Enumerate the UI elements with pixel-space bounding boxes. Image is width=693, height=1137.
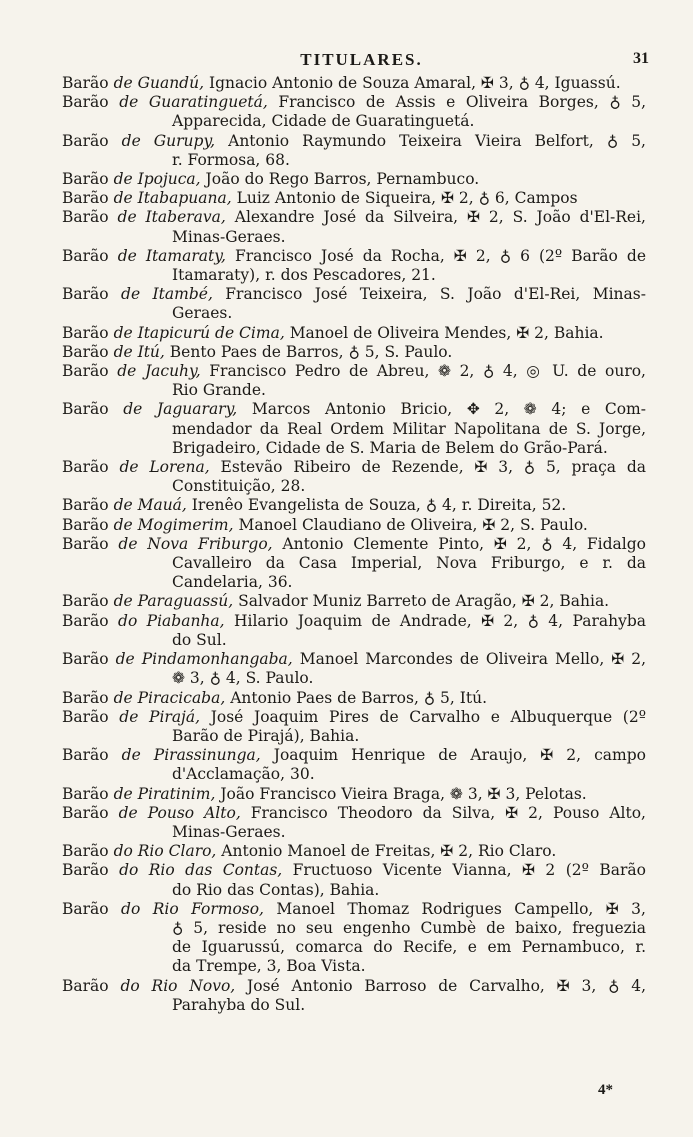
- entry-first-line: [62, 74, 646, 93]
- entry-title: Barão: [62, 688, 109, 707]
- entry-title: Barão: [62, 131, 109, 150]
- entry-first-line: [62, 650, 646, 669]
- title-entry: [62, 343, 646, 362]
- entry-continuation-line: Minas-Geraes.: [172, 227, 286, 246]
- entry-text: Luiz Antonio de Siqueira, ✠ 2, ♁ 6, Campos: [236, 189, 578, 208]
- title-entry: [62, 861, 646, 899]
- entry-continuation-line: mendador da Real Ordem Militar Napolitana de S. Jorge,: [172, 419, 646, 438]
- entry-first-line: [62, 93, 646, 112]
- entry-text: Manoel de Oliveira Mendes, ✠ 2, Bahia.: [289, 323, 604, 342]
- entry-continuation-line: r. Formosa, 68.: [172, 150, 290, 169]
- entry-place: de Paraguassú,: [113, 592, 234, 611]
- entry-place: de Itapicurú de Cima,: [113, 323, 285, 342]
- entry-text: José Joaquim Pires de Carvalho e Albuquerque (2º: [210, 707, 646, 726]
- title-entry: [62, 592, 646, 611]
- entry-title: Barão: [62, 362, 109, 381]
- entry-place: de Lorena,: [119, 458, 210, 477]
- entry-place: do Rio Novo,: [120, 976, 236, 995]
- entry-title: Barão: [62, 323, 109, 342]
- entry-title: Barão: [62, 842, 109, 861]
- title-entry: [62, 900, 646, 977]
- entry-text: Irenêo Evangelista de Souza, ♁ 4, r. Direita, 52.: [191, 496, 567, 515]
- entry-place: do Rio Claro,: [113, 842, 217, 861]
- entry-text: Manoel Marcondes de Oliveira Mello, ✠ 2,: [299, 650, 646, 669]
- entry-continuation-line: Itamaraty), r. dos Pescadores, 21.: [172, 266, 436, 285]
- entry-continuation-line: do Sul.: [172, 630, 227, 649]
- entry-place: de Jacuhy,: [117, 362, 201, 381]
- entry-continuation-line: Geraes.: [172, 304, 233, 323]
- title-entry: [62, 708, 646, 746]
- entry-title: Barão: [62, 496, 109, 515]
- entry-continuation-line: ❁ 3, ♁ 4, S. Paulo.: [172, 669, 314, 688]
- entry-text: Antonio Manoel de Freitas, ✠ 2, Rio Claro.: [221, 842, 557, 861]
- entry-text: Ignacio Antonio de Souza Amaral, ✠ 3, ♁ 4, Iguassú.: [208, 74, 621, 92]
- entry-first-line: [62, 189, 646, 208]
- title-entry: [62, 400, 646, 458]
- entry-continuation-line: Minas-Geraes.: [172, 822, 286, 841]
- entry-continuation-line: ♁ 5, reside no seu engenho Cumbè de baixo, freguezia: [172, 918, 646, 937]
- entry-continuation-line: do Rio das Contas), Bahia.: [172, 880, 380, 899]
- entry-text: Estevão Ribeiro de Rezende, ✠ 3, ♁ 5, praça da: [220, 458, 646, 477]
- entry-text: Francisco José Teixeira, S. João d'El-Rei, Minas-: [225, 285, 646, 304]
- entry-text: Antonio Clemente Pinto, ✠ 2, ♁ 4, Fidalgo: [282, 534, 646, 553]
- entry-first-line: [62, 785, 646, 804]
- entry-place: de Itamaraty,: [117, 246, 226, 265]
- entry-title: Barão: [62, 650, 109, 669]
- title-entry: [62, 977, 646, 1015]
- title-entry: [62, 362, 646, 400]
- entry-first-line: [62, 842, 646, 861]
- entry-text: Fructuoso Vicente Vianna, ✠ 2 (2º Barão: [292, 861, 646, 880]
- entry-continuation-line: de Iguarussú, comarca do Recife, e em Pernambuco, r.: [172, 938, 646, 957]
- entry-title: Barão: [62, 208, 109, 227]
- title-entry: [62, 496, 646, 515]
- entry-continuation-line: Parahyba do Sul.: [172, 995, 306, 1014]
- title-entry: [62, 689, 646, 708]
- entry-place: de Ipojuca,: [113, 170, 201, 189]
- title-entry: [62, 535, 646, 593]
- entry-first-line: [62, 592, 646, 611]
- entry-title: Barão: [62, 899, 109, 918]
- entry-continuation-line: da Trempe, 3, Boa Vista.: [172, 957, 366, 976]
- entry-text: Salvador Muniz Barreto de Aragão, ✠ 2, Bahia.: [238, 592, 610, 611]
- entry-first-line: [62, 708, 646, 727]
- entry-first-line: [62, 343, 646, 362]
- entry-title: Barão: [62, 285, 109, 304]
- entry-first-line: [62, 208, 646, 227]
- entry-place: de Piratinim,: [113, 784, 216, 803]
- entry-text: Francisco Theodoro da Silva, ✠ 2, Pouso Alto,: [250, 803, 646, 822]
- entry-continuation-line: Apparecida, Cidade de Guaratinguetá.: [172, 112, 475, 131]
- title-entry: [62, 189, 646, 208]
- entry-place: de Piracicaba,: [113, 688, 226, 707]
- title-entry: [62, 324, 646, 343]
- page-title: TITULARES.: [300, 50, 423, 69]
- entry-first-line: [62, 458, 646, 477]
- entry-continuation-line: Barão de Pirajá), Bahia.: [172, 726, 360, 745]
- entry-first-line: [62, 285, 646, 304]
- entry-first-line: [62, 324, 646, 343]
- entry-first-line: [62, 689, 646, 708]
- title-entry: [62, 208, 646, 246]
- title-entry: [62, 458, 646, 496]
- entry-title: Barão: [62, 803, 109, 822]
- entry-title: Barão: [62, 246, 109, 265]
- entry-place: de Itabapuana,: [113, 189, 232, 208]
- entry-title: Barão: [62, 515, 109, 534]
- entry-list: [62, 74, 646, 1015]
- entry-title: Barão: [62, 93, 109, 112]
- title-entry: [62, 650, 646, 688]
- entry-title: Barão: [62, 170, 109, 189]
- entry-first-line: [62, 247, 646, 266]
- title-entry: [62, 612, 646, 650]
- entry-text: Francisco Pedro de Abreu, ❁ 2, ♁ 4, ◎ U. de ouro,: [209, 362, 646, 381]
- entry-text: Marcos Antonio Bricio, ✥ 2, ❁ 4; e Com-: [251, 400, 646, 419]
- entry-text: Francisco José da Rocha, ✠ 2, ♁ 6 (2º Barão de: [234, 246, 646, 265]
- entry-text: Manoel Thomaz Rodrigues Campello, ✠ 3,: [276, 899, 646, 918]
- entry-place: de Nova Friburgo,: [118, 534, 273, 553]
- entry-title: Barão: [62, 746, 109, 765]
- entry-place: de Mauá,: [113, 496, 187, 515]
- entry-continuation-line: d'Acclamação, 30.: [172, 765, 315, 784]
- entry-continuation-line: Rio Grande.: [172, 381, 266, 400]
- entry-place: de Gurupy,: [121, 131, 216, 150]
- entry-title: Barão: [62, 458, 109, 477]
- title-entry: [62, 804, 646, 842]
- entry-title: Barão: [62, 611, 109, 630]
- entry-text: Francisco de Assis e Oliveira Borges, ♁ 5,: [278, 93, 646, 112]
- entry-first-line: [62, 977, 646, 996]
- page-header: [70, 50, 653, 74]
- entry-text: João Francisco Vieira Braga, ❁ 3, ✠ 3, Pelotas.: [220, 784, 587, 803]
- entry-title: Barão: [62, 189, 109, 208]
- entry-place: de Pirassinunga,: [121, 746, 261, 765]
- entry-text: João do Rego Barros, Pernambuco.: [205, 170, 480, 189]
- entry-place: de Pindamonhangaba,: [115, 650, 293, 669]
- title-entry: [62, 132, 646, 170]
- title-entry: [62, 746, 646, 784]
- entry-place: de Guandú,: [113, 74, 205, 92]
- entry-place: de Pouso Alto,: [118, 803, 241, 822]
- entry-text: Bento Paes de Barros, ♁ 5, S. Paulo.: [169, 342, 453, 361]
- entry-first-line: [62, 516, 646, 535]
- page-number: 31: [633, 50, 649, 67]
- entry-text: Joaquim Henrique de Araujo, ✠ 2, campo: [273, 746, 646, 765]
- entry-text: Manoel Claudiano de Oliveira, ✠ 2, S. Paulo.: [238, 515, 588, 534]
- entry-title: Barão: [62, 74, 109, 92]
- entry-continuation-line: Brigadeiro, Cidade de S. Maria de Belem do Grão-Pará.: [172, 438, 608, 457]
- entry-first-line: [62, 804, 646, 823]
- entry-place: do Rio Formoso,: [121, 899, 264, 918]
- entry-place: de Itú,: [113, 342, 165, 361]
- entry-first-line: [62, 861, 646, 880]
- title-entry: [62, 247, 646, 285]
- entry-first-line: [62, 132, 646, 151]
- entry-continuation-line: Constituição, 28.: [172, 477, 306, 496]
- entry-text: Antonio Raymundo Teixeira Vieira Belfort, ♁ 5,: [228, 131, 646, 150]
- entry-place: de Itaberava,: [117, 208, 226, 227]
- title-entry: [62, 170, 646, 189]
- title-entry: [62, 842, 646, 861]
- title-entry: [62, 516, 646, 535]
- entry-place: do Rio das Contas,: [119, 861, 283, 880]
- entry-title: Barão: [62, 707, 109, 726]
- entry-place: de Pirajá,: [119, 707, 201, 726]
- entry-text: Hilario Joaquim de Andrade, ✠ 2, ♁ 4, Parahyba: [233, 611, 646, 630]
- title-entry: [62, 285, 646, 323]
- entry-first-line: [62, 746, 646, 765]
- entry-place: de Mogimerim,: [113, 515, 234, 534]
- entry-first-line: [62, 400, 646, 419]
- title-entry: [62, 74, 646, 93]
- entry-title: Barão: [62, 400, 109, 419]
- entry-place: de Guaratinguetá,: [119, 93, 268, 112]
- entry-place: de Jaguarary,: [123, 400, 238, 419]
- entry-title: Barão: [62, 784, 109, 803]
- entry-title: Barão: [62, 592, 109, 611]
- entry-text: José Antonio Barroso de Carvalho, ✠ 3, ♁ 4,: [247, 976, 646, 995]
- entry-place: do Piabanha,: [118, 611, 225, 630]
- entry-title: Barão: [62, 861, 109, 880]
- entry-title: Barão: [62, 534, 109, 553]
- entry-continuation-line: Cavalleiro da Casa Imperial, Nova Friburgo, e r. da: [172, 554, 646, 573]
- signature-mark: 4*: [598, 1082, 613, 1098]
- entry-continuation-line: Candelaria, 36.: [172, 573, 293, 592]
- entry-title: Barão: [62, 342, 109, 361]
- entry-first-line: [62, 496, 646, 515]
- entry-first-line: [62, 170, 646, 189]
- entry-first-line: [62, 362, 646, 381]
- entry-first-line: [62, 900, 646, 919]
- entry-title: Barão: [62, 976, 109, 995]
- title-entry: [62, 785, 646, 804]
- entry-place: de Itambé,: [121, 285, 213, 304]
- entry-first-line: [62, 612, 646, 631]
- entry-text: Antonio Paes de Barros, ♁ 5, Itú.: [230, 688, 488, 707]
- title-entry: [62, 93, 646, 131]
- entry-text: Alexandre José da Silveira, ✠ 2, S. João d'El-Rei,: [234, 208, 646, 227]
- entry-first-line: [62, 535, 646, 554]
